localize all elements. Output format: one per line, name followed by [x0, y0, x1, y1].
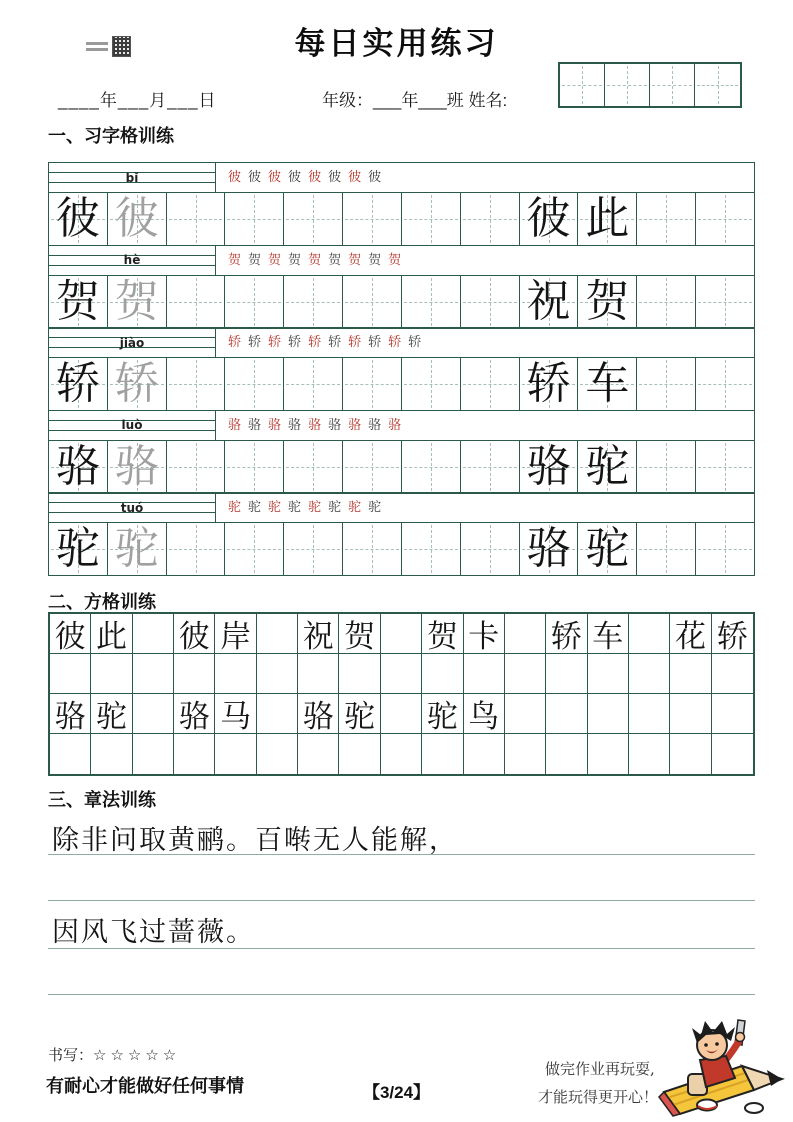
pinyin-box: [49, 328, 216, 357]
grade-name-fill-in-line: 年级：___年___班 姓名:: [322, 91, 508, 110]
practice-character: 贺: [585, 275, 630, 327]
practice-cell: [461, 276, 520, 328]
practice-cell: [696, 276, 754, 328]
square-grid-cell: [464, 734, 505, 774]
stroke-step: 轿: [228, 335, 242, 350]
practice-cell: [402, 193, 461, 245]
stroke-step: 骆: [348, 417, 362, 433]
practice-cell: [402, 358, 461, 410]
stroke-order-strip: [48, 410, 755, 440]
stroke-step: 轿: [408, 335, 422, 350]
stroke-step: 骆: [308, 417, 322, 433]
stroke-step: 轿: [288, 335, 302, 350]
stroke-step: 驼: [228, 500, 242, 515]
practice-cell: [49, 523, 108, 575]
horizontal-guide-line: [463, 467, 517, 468]
square-grid-cell: 骆: [174, 694, 215, 734]
square-grid-cell: 驼: [422, 694, 463, 734]
practice-cell: [49, 358, 108, 410]
practice-cell: [108, 441, 167, 493]
practice-character: 此: [585, 193, 630, 244]
horizontal-guide-line: [463, 302, 517, 303]
horizontal-guide-line: [698, 467, 752, 468]
horizontal-guide-line: [227, 549, 281, 550]
practice-cell: [578, 523, 637, 575]
practice-character: 驼: [55, 523, 100, 574]
square-grid-cell: [505, 654, 546, 694]
horizontal-guide-line: [286, 549, 340, 550]
section-heading-practice-grid: 一、习字格训练: [48, 126, 174, 146]
practice-cell: [284, 441, 343, 493]
square-grid-cell: [381, 614, 422, 654]
stroke-step: 骆: [248, 417, 262, 433]
horizontal-guide-line: [404, 302, 458, 303]
practice-cell: [225, 358, 284, 410]
horizontal-guide-line: [607, 85, 647, 86]
horizontal-guide-line: [169, 219, 223, 220]
section-heading-composition: 三、章法训练: [48, 790, 156, 810]
stroke-step: 贺: [348, 252, 362, 268]
horizontal-guide-line: [169, 549, 223, 550]
square-grid-cell: 彼: [174, 614, 215, 654]
rating-label: 书写：: [48, 1047, 94, 1064]
practice-cell: [108, 193, 167, 245]
square-grid-cell: [588, 694, 629, 734]
square-grid-cell: [257, 614, 298, 654]
horizontal-guide-line: [345, 467, 399, 468]
square-grid-cell: 马: [215, 694, 256, 734]
horizontal-guide-line: [698, 549, 752, 550]
practice-cell: [284, 276, 343, 328]
square-grid-cell: [422, 734, 463, 774]
horizontal-guide-line: [169, 384, 223, 385]
practice-cell: [578, 193, 637, 245]
stroke-step: 贺: [228, 252, 242, 268]
practice-cell: [578, 276, 637, 328]
stroke-step: 轿: [248, 335, 262, 350]
practice-character: 驼: [114, 523, 159, 574]
stroke-step: 驼: [368, 500, 382, 515]
square-grid-cell: [298, 654, 339, 694]
square-grid-cell: [546, 654, 587, 694]
pinyin-box: [49, 493, 216, 522]
practice-cell: [108, 276, 167, 328]
pinyin-label: hè: [123, 253, 141, 267]
horizontal-guide-line: [345, 384, 399, 385]
stroke-step: 彼: [248, 170, 262, 185]
footer-motto: 有耐心才能做好任何事情: [46, 1076, 244, 1096]
square-grid-cell: 祝: [298, 614, 339, 654]
horizontal-guide-line: [227, 467, 281, 468]
practice-cell: [461, 358, 520, 410]
square-grid-cell: [629, 654, 670, 694]
practice-character: 彼: [526, 193, 571, 244]
stroke-step: 轿: [328, 335, 342, 350]
stroke-step: 彼: [268, 170, 282, 185]
practice-cell: [225, 193, 284, 245]
practice-cell: [696, 358, 754, 410]
practice-cell: [461, 193, 520, 245]
practice-character: 轿: [55, 358, 100, 409]
square-grid-cell: [505, 734, 546, 774]
square-grid-cell: [50, 654, 91, 694]
horizontal-guide-line: [463, 384, 517, 385]
stroke-order-strip: [48, 162, 755, 192]
stroke-order-sequence: [216, 411, 754, 440]
horizontal-guide-line: [286, 384, 340, 385]
practice-character: 骆: [55, 440, 100, 492]
horizontal-guide-line: [639, 302, 693, 303]
horizontal-guide-line: [286, 219, 340, 220]
square-grid-cell: [257, 694, 298, 734]
stroke-step: 驼: [288, 500, 302, 515]
horizontal-guide-line: [652, 85, 692, 86]
square-grid-cell: [215, 734, 256, 774]
square-grid-cell: 彼: [50, 614, 91, 654]
stroke-step: 彼: [288, 170, 302, 185]
square-grid-cell: [588, 654, 629, 694]
square-grid-cell: 贺: [339, 614, 380, 654]
practice-cell: [520, 523, 579, 575]
stroke-step: 彼: [348, 170, 362, 185]
practice-character: 驼: [585, 440, 630, 492]
stroke-order-sequence: [216, 493, 754, 522]
practice-character: 骆: [526, 523, 571, 574]
horizontal-guide-line: [169, 467, 223, 468]
practice-cell: [637, 441, 696, 493]
practice-cell: [167, 358, 226, 410]
practice-cell: [578, 358, 637, 410]
stroke-step: 轿: [348, 335, 362, 350]
mascot-speech-line-2: 才能玩得更开心！: [538, 1088, 659, 1106]
square-grid-cell: [215, 654, 256, 694]
square-grid-cell: [670, 734, 711, 774]
square-grid-cell: [712, 654, 753, 694]
name-grid-cell: [650, 64, 695, 106]
stroke-step: 贺: [388, 252, 402, 268]
practice-character: 骆: [114, 440, 159, 492]
stroke-step: 贺: [288, 252, 302, 268]
page-title: 每日实用练习: [294, 26, 499, 61]
horizontal-guide-line: [639, 467, 693, 468]
square-grid-cell: [546, 734, 587, 774]
stroke-step: 驼: [348, 500, 362, 515]
horizontal-guide-line: [286, 302, 340, 303]
stroke-order-strip: [48, 245, 755, 275]
practice-cell: [696, 193, 754, 245]
horizontal-guide-line: [227, 302, 281, 303]
practice-cell: [49, 441, 108, 493]
practice-cell: [637, 193, 696, 245]
stroke-step: 驼: [308, 500, 322, 515]
practice-cell: [696, 523, 754, 575]
pinyin-label: luò: [121, 418, 143, 432]
practice-cell: [520, 276, 579, 328]
horizontal-guide-line: [698, 384, 752, 385]
practice-cell: [225, 276, 284, 328]
stroke-step: 驼: [248, 500, 262, 515]
square-grid-cell: 驼: [91, 694, 132, 734]
word-practice-grid: [48, 612, 755, 776]
practice-cell: [402, 441, 461, 493]
practice-character: 骆: [526, 440, 571, 492]
square-grid-cell: 车: [588, 614, 629, 654]
page-number: 【3/24】: [362, 1083, 431, 1102]
horizontal-guide-line: [463, 219, 517, 220]
stroke-step: 轿: [368, 335, 382, 350]
practice-cell: [696, 441, 754, 493]
square-grid-cell: [670, 694, 711, 734]
stroke-step: 驼: [268, 500, 282, 515]
stroke-order-strip: [48, 327, 755, 357]
practice-cell-row: [48, 522, 755, 576]
practice-cell: [402, 276, 461, 328]
square-grid-cell: [629, 614, 670, 654]
square-grid-cell: [91, 654, 132, 694]
square-grid-cell: [505, 694, 546, 734]
stroke-order-sequence: [216, 163, 754, 192]
horizontal-guide-line: [404, 219, 458, 220]
stroke-step: 彼: [368, 170, 382, 185]
horizontal-guide-line: [639, 549, 693, 550]
practice-cell: [284, 358, 343, 410]
pinyin-label: tuó: [120, 500, 144, 515]
square-grid-cell: [588, 734, 629, 774]
practice-character: 贺: [114, 275, 159, 327]
stroke-step: 贺: [328, 252, 342, 268]
practice-row: [48, 162, 755, 246]
practice-character: 彼: [55, 193, 100, 244]
square-grid-cell: 贺: [422, 614, 463, 654]
practice-character: 轿: [114, 358, 159, 409]
name-grid-cell: [695, 64, 740, 106]
horizontal-guide-line: [697, 85, 738, 86]
square-grid-cell: [50, 734, 91, 774]
date-fill-in-line: ____年___月___日: [58, 91, 217, 110]
practice-cell: [108, 358, 167, 410]
horizontal-guide-line: [227, 219, 281, 220]
square-grid-cell: 此: [91, 614, 132, 654]
practice-cell: [578, 441, 637, 493]
practice-cell: [284, 193, 343, 245]
stroke-step: 彼: [328, 170, 342, 185]
stroke-step: 贺: [368, 252, 382, 268]
practice-cell: [343, 358, 402, 410]
square-grid-cell: [91, 734, 132, 774]
practice-character: 车: [585, 358, 630, 409]
horizontal-guide-line: [169, 302, 223, 303]
practice-cell: [225, 441, 284, 493]
boy-on-pencil-icon: [650, 1018, 790, 1118]
square-grid-cell: 轿: [712, 614, 753, 654]
square-grid-cell: [712, 694, 753, 734]
stroke-step: 骆: [368, 417, 382, 433]
stroke-order-sequence: [216, 328, 754, 357]
practice-cell: [520, 358, 579, 410]
stroke-step: 骆: [328, 417, 342, 433]
square-grid-cell: 岸: [215, 614, 256, 654]
practice-cell: [49, 276, 108, 328]
writing-rule-line: [48, 994, 755, 995]
section-heading-square-grid: 二、方格训练: [48, 592, 156, 612]
character-practice-rows: [48, 162, 755, 576]
square-grid-cell: [422, 654, 463, 694]
practice-character: 祝: [526, 275, 571, 327]
square-grid-cell: [670, 654, 711, 694]
practice-cell: [520, 193, 579, 245]
square-grid-cell: 卡: [464, 614, 505, 654]
square-grid-cell: [339, 654, 380, 694]
practice-cell: [402, 523, 461, 575]
name-grid-cell: [605, 64, 650, 106]
stroke-step: 轿: [388, 335, 402, 350]
stroke-step: 骆: [388, 417, 402, 433]
stroke-step: 贺: [248, 252, 262, 268]
square-grid-cell: [381, 654, 422, 694]
practice-row: [48, 492, 755, 576]
square-grid-cell: [381, 694, 422, 734]
pinyin-label: jiào: [119, 335, 145, 350]
square-grid-cell: 花: [670, 614, 711, 654]
horizontal-guide-line: [698, 219, 752, 220]
stroke-order-strip: [48, 492, 755, 522]
horizontal-guide-line: [286, 467, 340, 468]
horizontal-guide-line: [345, 549, 399, 550]
practice-cell: [167, 523, 226, 575]
stroke-step: 贺: [308, 252, 322, 268]
stroke-step: 骆: [228, 417, 242, 433]
rating-stars: ☆☆☆☆☆: [93, 1046, 181, 1064]
stroke-step: 彼: [228, 170, 242, 185]
practice-cell: [461, 441, 520, 493]
composition-sentence-1: 除非问取黄鹂。百啭无人能解，: [52, 825, 458, 856]
horizontal-guide-line: [404, 384, 458, 385]
practice-cell: [343, 441, 402, 493]
square-grid-cell: 骆: [50, 694, 91, 734]
square-grid-cell: [133, 694, 174, 734]
square-grid-cell: 轿: [546, 614, 587, 654]
stroke-step: 驼: [328, 500, 342, 515]
horizontal-guide-line: [698, 302, 752, 303]
square-grid-cell: [546, 694, 587, 734]
square-grid-cell: [174, 654, 215, 694]
writing-rule-line: [48, 900, 755, 901]
stroke-order-sequence: [216, 246, 754, 275]
horizontal-guide-line: [345, 302, 399, 303]
square-grid-cell: 鸟: [464, 694, 505, 734]
horizontal-guide-line: [404, 467, 458, 468]
practice-cell: [637, 358, 696, 410]
stroke-step: 骆: [288, 417, 302, 433]
practice-cell: [637, 523, 696, 575]
mascot-illustration: [650, 1018, 790, 1122]
square-grid-cell: [298, 734, 339, 774]
practice-character: 驼: [585, 523, 630, 574]
horizontal-guide-line: [404, 549, 458, 550]
practice-character: 彼: [114, 193, 159, 244]
practice-row: [48, 245, 755, 329]
pinyin-box: [49, 246, 216, 275]
practice-cell-row: [48, 357, 755, 411]
stroke-step: 轿: [308, 335, 322, 350]
practice-cell: [343, 523, 402, 575]
practice-cell: [108, 523, 167, 575]
square-grid-cell: [629, 734, 670, 774]
practice-cell-row: [48, 440, 755, 494]
practice-cell-row: [48, 192, 755, 246]
writing-rule-line: [48, 854, 755, 855]
pinyin-label: bǐ: [125, 170, 139, 185]
horizontal-guide-line: [463, 549, 517, 550]
mascot-speech-line-1: 做完作业再玩耍,: [545, 1060, 655, 1078]
practice-cell: [225, 523, 284, 575]
composition-sentence-2: 因风飞过蔷薇。: [52, 917, 255, 948]
practice-cell: [284, 523, 343, 575]
practice-cell: [461, 523, 520, 575]
practice-row: [48, 410, 755, 494]
square-grid-cell: [629, 694, 670, 734]
square-grid-cell: [257, 734, 298, 774]
practice-cell: [49, 193, 108, 245]
square-grid-cell: [381, 734, 422, 774]
practice-cell: [167, 276, 226, 328]
square-grid-cell: 驼: [339, 694, 380, 734]
square-grid-cell: [464, 654, 505, 694]
practice-cell: [520, 441, 579, 493]
practice-cell: [343, 276, 402, 328]
horizontal-guide-line: [639, 384, 693, 385]
practice-cell: [167, 441, 226, 493]
pinyin-box: [49, 163, 216, 192]
practice-cell: [167, 193, 226, 245]
name-grid-cell: [560, 64, 605, 106]
square-grid-cell: [339, 734, 380, 774]
handwriting-rating: [48, 1044, 180, 1065]
square-grid-cell: [133, 654, 174, 694]
square-grid-cell: [712, 734, 753, 774]
square-grid-cell: [257, 654, 298, 694]
square-grid-cell: [133, 614, 174, 654]
horizontal-guide-line: [227, 384, 281, 385]
practice-cell: [343, 193, 402, 245]
practice-character: 贺: [55, 275, 100, 327]
name-writing-grid: [558, 62, 742, 108]
stroke-step: 彼: [308, 170, 322, 185]
writing-rule-line: [48, 948, 755, 949]
square-grid-cell: [505, 614, 546, 654]
pinyin-box: [49, 411, 216, 440]
practice-cell: [637, 276, 696, 328]
square-grid-cell: [174, 734, 215, 774]
practice-row: [48, 327, 755, 411]
horizontal-guide-line: [639, 219, 693, 220]
square-grid-cell: 骆: [298, 694, 339, 734]
practice-cell-row: [48, 275, 755, 329]
stroke-step: 贺: [268, 252, 282, 268]
horizontal-guide-line: [345, 219, 399, 220]
square-grid-cell: [133, 734, 174, 774]
stroke-step: 骆: [268, 417, 282, 433]
stroke-step: 轿: [268, 335, 282, 350]
horizontal-guide-line: [562, 85, 602, 86]
practice-character: 轿: [526, 358, 571, 409]
